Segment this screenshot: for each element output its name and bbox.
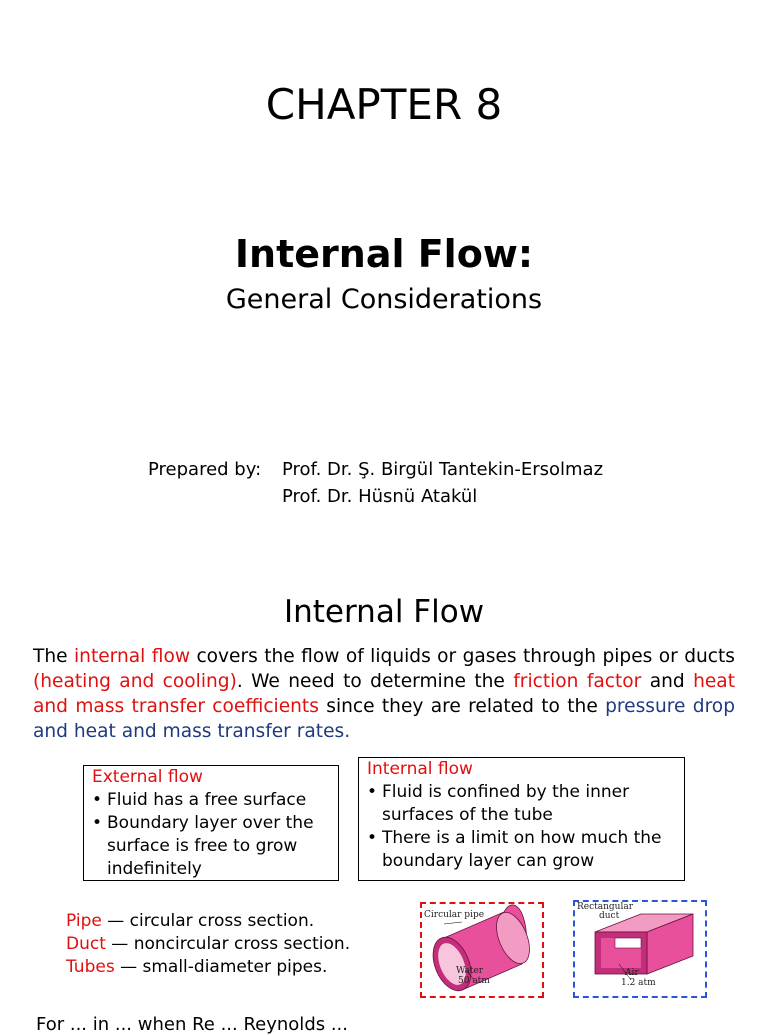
- slide-subtitle: General Considerations: [225, 284, 543, 315]
- external-flow-item: • Boundary layer over the surface is free to grow indefinitely: [92, 812, 338, 881]
- definition-desc: — small-diameter pipes.: [114, 957, 328, 977]
- definitions-list: [66, 910, 350, 979]
- definition-item: [66, 910, 350, 933]
- cut-off-text: For ... in ... when Re ... Reynolds ...: [36, 1014, 349, 1035]
- duct-label-1: Rectangular: [577, 902, 634, 912]
- internal-flow-slide: [0, 580, 768, 1035]
- external-flow-heading: External flow: [92, 767, 203, 787]
- duct-fluid: Air: [625, 968, 639, 978]
- author-2: Prof. Dr. Hüsnü Atakül: [282, 486, 478, 507]
- definition-item: [66, 933, 350, 956]
- slide-title: Internal Flow:: [234, 232, 534, 276]
- internal-flow-item: • There is a limit on how much the boundary layer can grow: [367, 827, 684, 873]
- intro-paragraph: [33, 644, 735, 744]
- chapter-heading: CHAPTER 8: [265, 80, 503, 129]
- definition-desc: — noncircular cross section.: [105, 934, 351, 954]
- definition-term: Tubes: [66, 957, 115, 977]
- para-highlight-coefficients: heat and mass transfer coefficients: [33, 671, 735, 717]
- para-text: and: [641, 671, 694, 692]
- rectangular-duct-figure: [573, 900, 707, 998]
- definition-item: [66, 956, 350, 979]
- definition-term: Duct: [66, 934, 106, 954]
- para-highlight-pressure: pressure drop and heat and mass transfer rates.: [33, 696, 735, 742]
- prepared-by-block: [148, 456, 603, 510]
- circular-pipe-figure: [420, 902, 544, 998]
- para-text: since they are related to the: [318, 696, 606, 717]
- definition-term: Pipe: [66, 911, 102, 931]
- internal-flow-item: • Fluid is confined by the inner surfaces of the tube: [367, 781, 684, 827]
- para-text: The: [33, 646, 74, 667]
- para-highlight-internal-flow: internal flow: [74, 646, 191, 667]
- internal-flow-box: [358, 757, 685, 881]
- internal-flow-heading: Internal flow: [367, 759, 473, 779]
- prepared-by-label: Prepared by:: [148, 459, 262, 480]
- external-flow-item: • Fluid has a free surface: [92, 789, 338, 812]
- pipe-fluid: Water: [456, 966, 484, 976]
- para-text: . We need to determine the: [236, 671, 514, 692]
- duct-pressure: 1.2 atm: [621, 978, 656, 988]
- author-1: Prof. Dr. Ş. Birgül Tantekin-Ersolmaz: [282, 459, 604, 480]
- para-highlight-friction: friction factor: [513, 671, 642, 692]
- pipe-pressure: 50 atm: [458, 976, 490, 986]
- pipe-label: Circular pipe: [424, 910, 485, 920]
- duct-label-2: duct: [599, 911, 620, 921]
- external-flow-box: [83, 765, 339, 881]
- definition-desc: — circular cross section.: [101, 911, 315, 931]
- para-text: covers the flow of liquids or gases through pipes or ducts: [190, 646, 735, 667]
- para-highlight-heating: (heating and cooling): [33, 671, 237, 692]
- slide2-title: Internal Flow: [283, 594, 485, 630]
